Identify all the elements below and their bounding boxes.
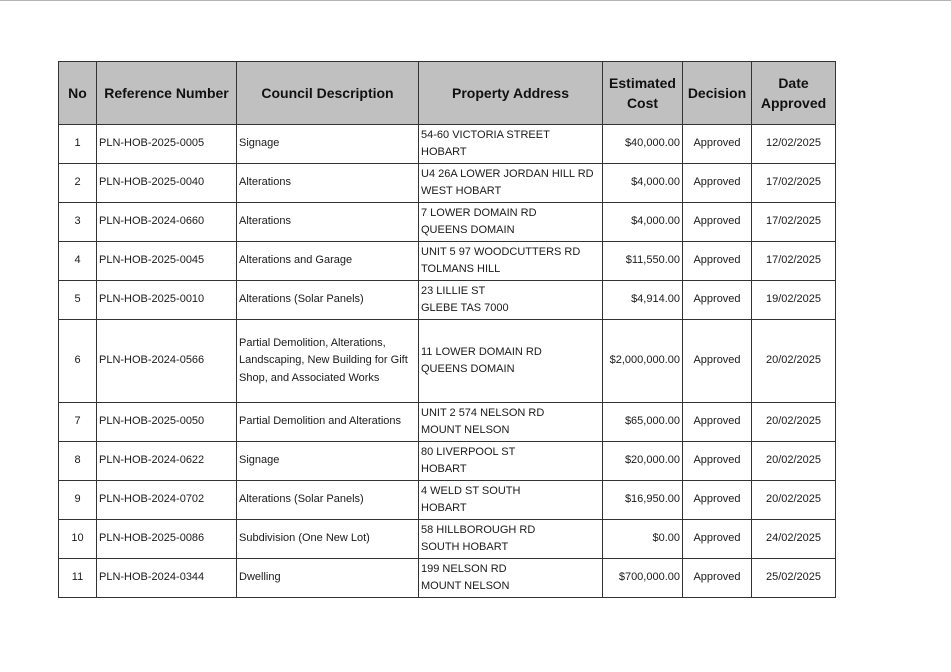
page-top-rule (0, 0, 951, 1)
cell-property-address (419, 403, 603, 442)
cell-estimated-cost: $4,000.00 (603, 203, 683, 242)
cell-decision: Approved (683, 164, 752, 203)
cell-decision: Approved (683, 125, 752, 164)
address-line-1: 199 NELSON RD (421, 562, 507, 575)
cell-reference-number: PLN-HOB-2025-0040 (97, 164, 237, 203)
cell-council-description: Alterations (Solar Panels) (237, 281, 419, 320)
cell-property-address (419, 520, 603, 559)
address-line-2: WEST HOBART (421, 185, 502, 197)
address-line-2: TOLMANS HILL (421, 263, 501, 275)
cell-no: 6 (59, 320, 97, 403)
address-line-1: 4 WELD ST SOUTH (421, 484, 521, 497)
cell-no: 10 (59, 520, 97, 559)
cell-reference-number: PLN-HOB-2024-0566 (97, 320, 237, 403)
cell-decision: Approved (683, 559, 752, 598)
table-body (59, 125, 836, 598)
cell-decision: Approved (683, 481, 752, 520)
address-line-1: 23 LILLIE ST (421, 284, 486, 297)
address-line-2: SOUTH HOBART (421, 541, 509, 553)
cell-decision: Approved (683, 320, 752, 403)
cell-decision: Approved (683, 442, 752, 481)
cell-date-approved: 24/02/2025 (752, 520, 836, 559)
cell-date-approved: 20/02/2025 (752, 403, 836, 442)
cell-estimated-cost: $700,000.00 (603, 559, 683, 598)
header-estimated-cost-line1: Estimated (609, 75, 676, 91)
cell-date-approved: 12/02/2025 (752, 125, 836, 164)
cell-date-approved: 20/02/2025 (752, 481, 836, 520)
table-row (59, 520, 836, 559)
cell-council-description: Subdivision (One New Lot) (237, 520, 419, 559)
table-row (59, 559, 836, 598)
cell-property-address (419, 164, 603, 203)
cell-council-description: Dwelling (237, 559, 419, 598)
header-no: No (59, 62, 97, 125)
cell-council-description: Alterations (Solar Panels) (237, 481, 419, 520)
table-row (59, 164, 836, 203)
cell-decision: Approved (683, 520, 752, 559)
cell-estimated-cost: $40,000.00 (603, 125, 683, 164)
cell-council-description: Alterations and Garage (237, 242, 419, 281)
header-reference-number: Reference Number (97, 62, 237, 125)
address-line-2: GLEBE TAS 7000 (421, 302, 509, 314)
cell-property-address (419, 442, 603, 481)
cell-decision: Approved (683, 403, 752, 442)
cell-council-description: Signage (237, 125, 419, 164)
cell-decision: Approved (683, 242, 752, 281)
address-line-2: HOBART (421, 146, 467, 158)
cell-estimated-cost: $11,550.00 (603, 242, 683, 281)
cell-no: 9 (59, 481, 97, 520)
cell-no: 11 (59, 559, 97, 598)
cell-property-address (419, 559, 603, 598)
address-line-1: 58 HILLBOROUGH RD (421, 523, 536, 536)
cell-reference-number: PLN-HOB-2024-0660 (97, 203, 237, 242)
cell-estimated-cost: $16,950.00 (603, 481, 683, 520)
table-row (59, 442, 836, 481)
table-row (59, 242, 836, 281)
address-line-1: 7 LOWER DOMAIN RD (421, 206, 537, 219)
address-line-2: QUEENS DOMAIN (421, 224, 515, 236)
address-line-2: MOUNT NELSON (421, 424, 510, 436)
address-line-2: HOBART (421, 463, 467, 475)
header-property-address: Property Address (419, 62, 603, 125)
cell-no: 7 (59, 403, 97, 442)
cell-reference-number: PLN-HOB-2024-0344 (97, 559, 237, 598)
cell-estimated-cost: $2,000,000.00 (603, 320, 683, 403)
cell-council-description: Alterations (237, 203, 419, 242)
table-row (59, 125, 836, 164)
address-line-1: U4 26A LOWER JORDAN HILL RD (421, 167, 594, 180)
cell-decision: Approved (683, 281, 752, 320)
cell-decision: Approved (683, 203, 752, 242)
cell-no: 8 (59, 442, 97, 481)
header-estimated-cost (603, 62, 683, 125)
address-line-1: 80 LIVERPOOL ST (421, 445, 516, 458)
cell-date-approved: 20/02/2025 (752, 442, 836, 481)
cell-no: 4 (59, 242, 97, 281)
header-date-approved-line2: Approved (760, 95, 827, 111)
header-estimated-cost-line2: Cost (626, 95, 659, 111)
address-line-2: QUEENS DOMAIN (421, 363, 515, 375)
table-row (59, 403, 836, 442)
cell-council-description: Signage (237, 442, 419, 481)
cell-property-address (419, 481, 603, 520)
table-header-row (59, 62, 836, 125)
address-line-1: 11 LOWER DOMAIN RD (421, 345, 542, 358)
cell-property-address (419, 242, 603, 281)
cell-property-address (419, 320, 603, 403)
cell-no: 1 (59, 125, 97, 164)
cell-estimated-cost: $0.00 (603, 520, 683, 559)
cell-reference-number: PLN-HOB-2025-0050 (97, 403, 237, 442)
cell-reference-number: PLN-HOB-2024-0622 (97, 442, 237, 481)
cell-property-address (419, 203, 603, 242)
cell-reference-number: PLN-HOB-2025-0010 (97, 281, 237, 320)
cell-property-address (419, 125, 603, 164)
cell-date-approved: 17/02/2025 (752, 164, 836, 203)
cell-reference-number: PLN-HOB-2025-0005 (97, 125, 237, 164)
cell-council-description: Alterations (237, 164, 419, 203)
address-line-1: UNIT 2 574 NELSON RD (421, 406, 545, 419)
header-council-description: Council Description (237, 62, 419, 125)
planning-approvals-table (58, 61, 836, 598)
cell-reference-number: PLN-HOB-2025-0045 (97, 242, 237, 281)
cell-estimated-cost: $20,000.00 (603, 442, 683, 481)
cell-reference-number: PLN-HOB-2024-0702 (97, 481, 237, 520)
cell-date-approved: 25/02/2025 (752, 559, 836, 598)
cell-estimated-cost: $4,000.00 (603, 164, 683, 203)
cell-date-approved: 19/02/2025 (752, 281, 836, 320)
cell-estimated-cost: $65,000.00 (603, 403, 683, 442)
cell-council-description: Partial Demolition and Alterations (237, 403, 419, 442)
cell-property-address (419, 281, 603, 320)
cell-date-approved: 17/02/2025 (752, 242, 836, 281)
cell-estimated-cost: $4,914.00 (603, 281, 683, 320)
cell-no: 3 (59, 203, 97, 242)
header-date-approved (752, 62, 836, 125)
address-line-2: HOBART (421, 502, 467, 514)
cell-council-description: Partial Demolition, Alterations, Landscaping, New Building for Gift Shop, and Associated Works (237, 320, 419, 403)
address-line-1: UNIT 5 97 WOODCUTTERS RD (421, 245, 581, 258)
table-row (59, 320, 836, 403)
cell-no: 2 (59, 164, 97, 203)
table-row (59, 203, 836, 242)
table-row (59, 481, 836, 520)
cell-date-approved: 17/02/2025 (752, 203, 836, 242)
header-date-approved-line1: Date (778, 75, 809, 91)
address-line-2: MOUNT NELSON (421, 580, 510, 592)
cell-reference-number: PLN-HOB-2025-0086 (97, 520, 237, 559)
table-row (59, 281, 836, 320)
header-decision: Decision (683, 62, 752, 125)
cell-no: 5 (59, 281, 97, 320)
cell-date-approved: 20/02/2025 (752, 320, 836, 403)
address-line-1: 54-60 VICTORIA STREET (421, 128, 550, 141)
